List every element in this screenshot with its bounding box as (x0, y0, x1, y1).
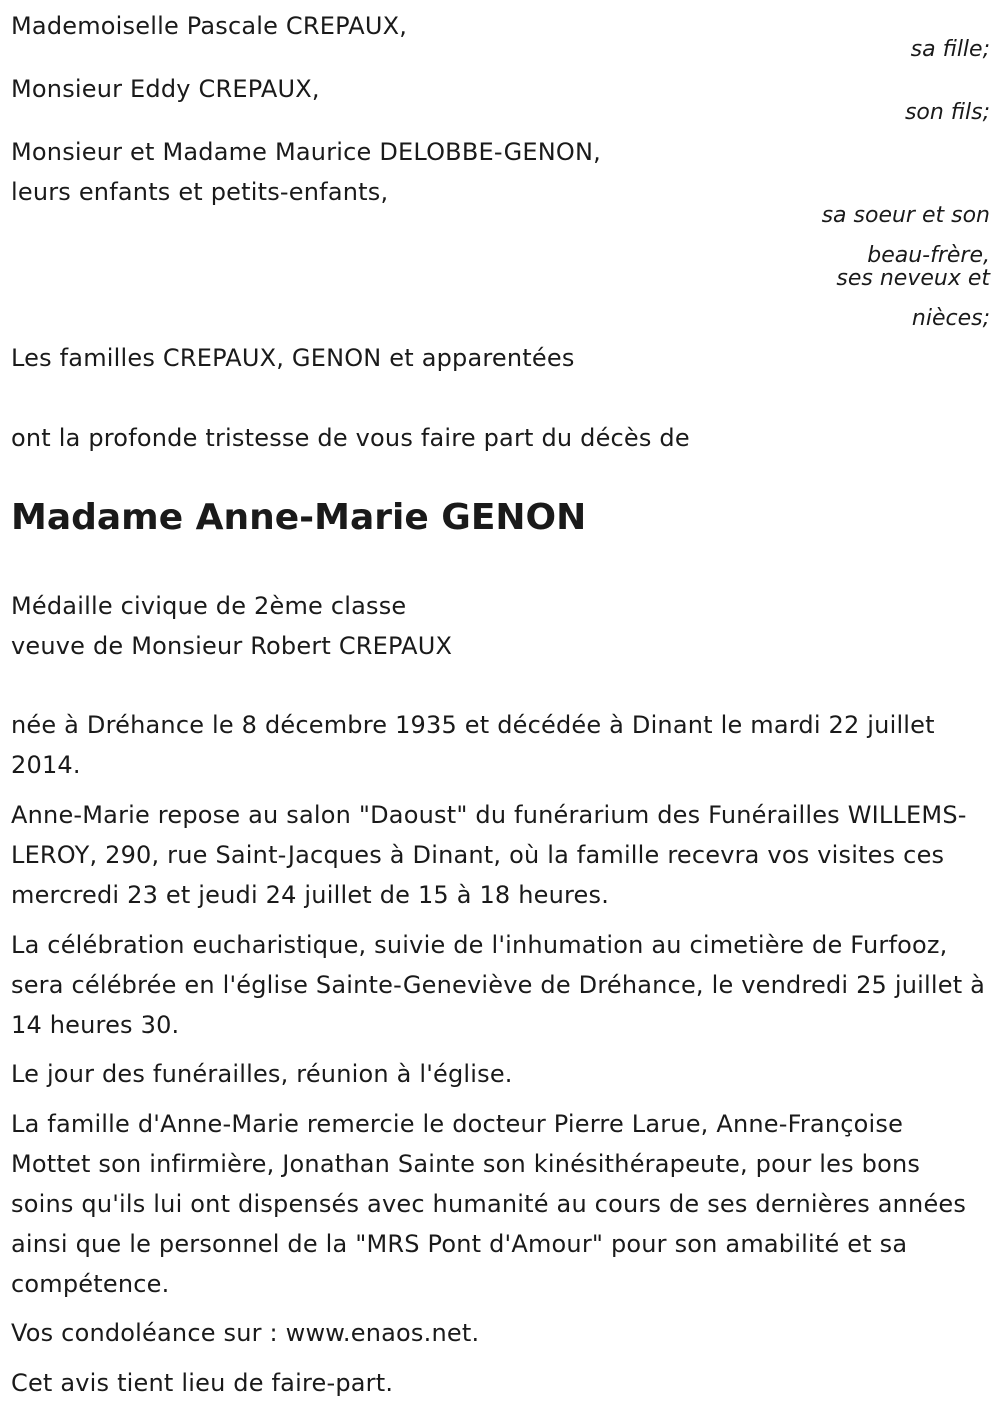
family-member-3-relation-line3: ses neveux et (836, 266, 990, 291)
deceased-name: Madame Anne-Marie GENON (11, 497, 587, 538)
paragraph-condolences: Vos condoléance sur : www.enaos.net. (11, 1319, 480, 1347)
paragraph-ceremony: La célébration eucharistique, suivie de l'inhumation au cimetière de Furfooz, sera célébrée en l'église Sainte-Geneviève de Dréhance, le vendredi 25 juillet à 14 heures 30. (11, 931, 986, 1039)
announcement-text: ont la profonde tristesse de vous faire part du décès de (11, 424, 690, 452)
family-member-1-relation: sa fille; (910, 37, 990, 62)
paragraph-visitation: Anne-Marie repose au salon "Daoust" du funérarium des Funérailles WILLEMS-LEROY, 290, rue Saint-Jacques à Dinant, où la famille recevra vos visites ces mercredi 23 et jeudi 24 juillet de 15 à 18 heures. (11, 801, 967, 909)
family-member-3-relation-line4: nièces; (911, 306, 990, 331)
deceased-detail-widow: veuve de Monsieur Robert CREPAUX (11, 632, 453, 660)
family-member-2-relation: son fils; (904, 100, 990, 125)
family-member-3-name-line2: leurs enfants et petits-enfants, (11, 178, 389, 206)
family-member-1-name: Mademoiselle Pascale CREPAUX, (11, 12, 408, 40)
paragraph-birth-death: née à Dréhance le 8 décembre 1935 et décédée à Dinant le mardi 22 juillet 2014. (11, 711, 935, 779)
family-member-2-name: Monsieur Eddy CREPAUX, (11, 75, 320, 103)
family-member-4-name: Les familles CREPAUX, GENON et apparentées (11, 344, 575, 372)
paragraph-thanks: La famille d'Anne-Marie remercie le docteur Pierre Larue, Anne-Françoise Mottet son infirmière, Jonathan Sainte son kinésithérapeute, pour les bons soins qu'ils lui ont dispensés avec humanité au cours de ses dernières années ainsi que le personnel de la "MRS Pont d'Amour" pour son amabilité et sa compétence. (11, 1110, 967, 1298)
deceased-detail-medal: Médaille civique de 2ème classe (11, 592, 407, 620)
paragraph-notice: Cet avis tient lieu de faire-part. (11, 1369, 394, 1397)
family-member-3-relation-line2: beau-frère, (867, 243, 990, 268)
paragraph-meeting: Le jour des funérailles, réunion à l'église. (11, 1060, 513, 1088)
family-member-3-name: Monsieur et Madame Maurice DELOBBE-GENON, (11, 138, 602, 166)
family-member-3-relation-line1: sa soeur et son (821, 203, 990, 228)
